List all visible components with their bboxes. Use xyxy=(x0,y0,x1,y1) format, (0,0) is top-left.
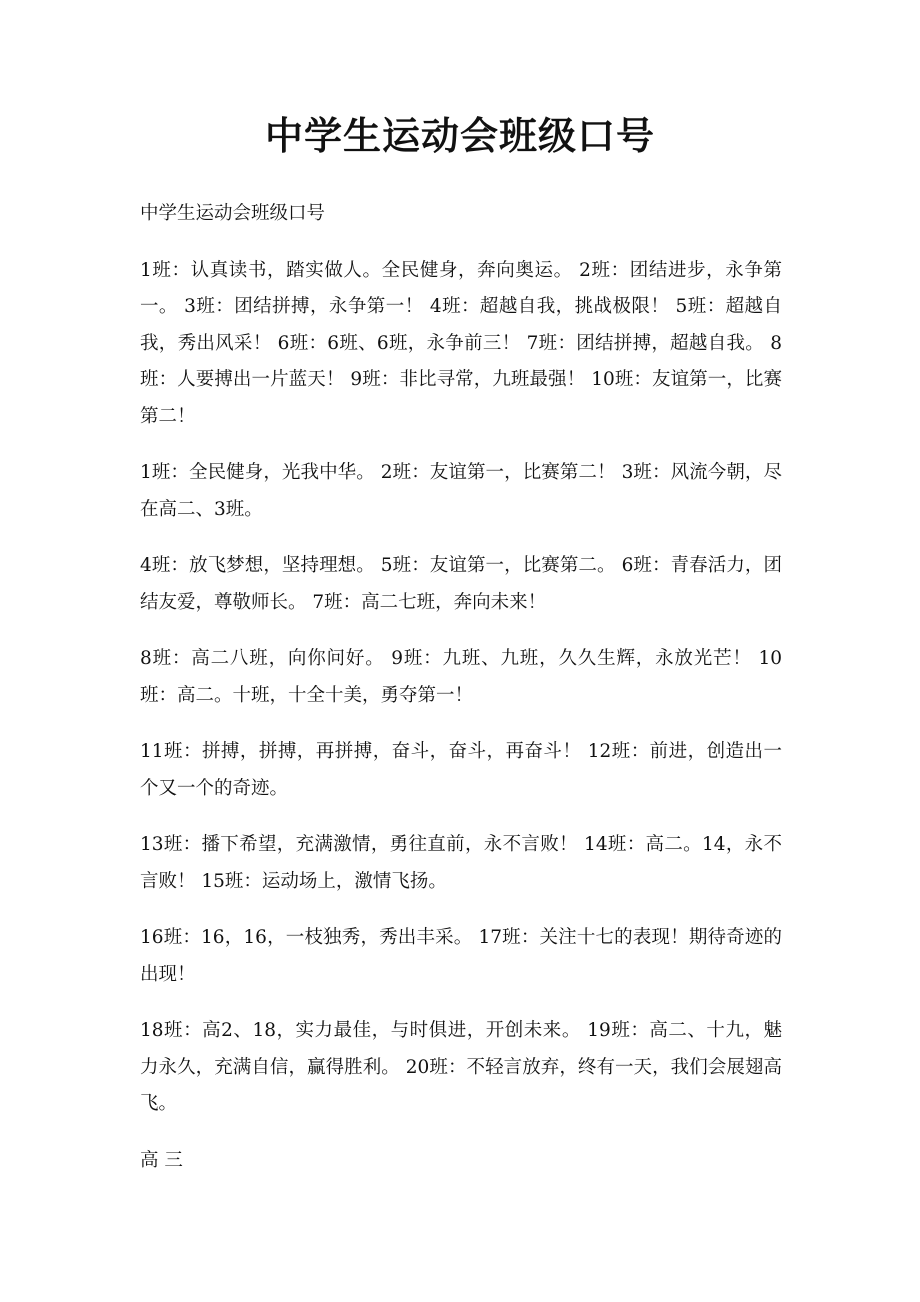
slogan-paragraph-3: 4班：放飞梦想，坚持理想。 5班：友谊第一，比赛第二。 6班：青春活力，团结友爱，尊敬师长。 7班：高二七班，奔向未来！ xyxy=(140,555,782,613)
slogan-paragraph-2: 1班：全民健身，光我中华。 2班：友谊第一，比赛第二！ 3班：风流今朝，尽在高二、3班。 xyxy=(140,462,782,520)
slogan-paragraph-8: 18班：高2、18，实力最佳，与时俱进，开创未来。 19班：高二、十九，魅力永久，充满自信，赢得胜利。 20班：不轻言放弃，终有一天，我们会展翅高飞。 xyxy=(140,1020,782,1114)
slogan-paragraph-5: 11班：拼搏，拼搏，再拼搏，奋斗，奋斗，再奋斗！ 12班：前进，创造出一个又一个的奇迹。 xyxy=(140,741,782,799)
slogan-paragraph-4: 8班：高二八班，向你问好。 9班：九班、九班，久久生辉，永放光芒！ 10班：高二。十班，十全十美，勇夺第一！ xyxy=(140,648,782,706)
section-heading: 高 三 xyxy=(140,1149,183,1171)
document-title: 中学生运动会班级口号 xyxy=(264,114,655,158)
document-subtitle: 中学生运动会班级口号 xyxy=(140,203,326,224)
slogan-paragraph-7: 16班：16，16，一枝独秀，秀出丰采。 17班：关注十七的表现！期待奇迹的出现！ xyxy=(140,927,782,985)
slogan-paragraph-1: 1班：认真读书，踏实做人。全民健身，奔向奥运。 2班：团结进步，永争第一。 3班：团结拼搏，永争第一！ 4班：超越自我，挑战极限！ 5班：超越自我，秀出风采！ 6班：6班、6班，永争前三！ 7班：团结拼搏，超越自我。 8班：人要搏出一片蓝天！ 9班：非比寻常，九班最强！ 10班：友谊第一，比赛第二！ xyxy=(140,259,782,427)
slogan-paragraph-6: 13班：播下希望，充满激情，勇往直前，永不言败！ 14班：高二。14，永不言败！ 15班：运动场上，激情飞扬。 xyxy=(140,834,782,892)
document-body xyxy=(140,196,782,1179)
